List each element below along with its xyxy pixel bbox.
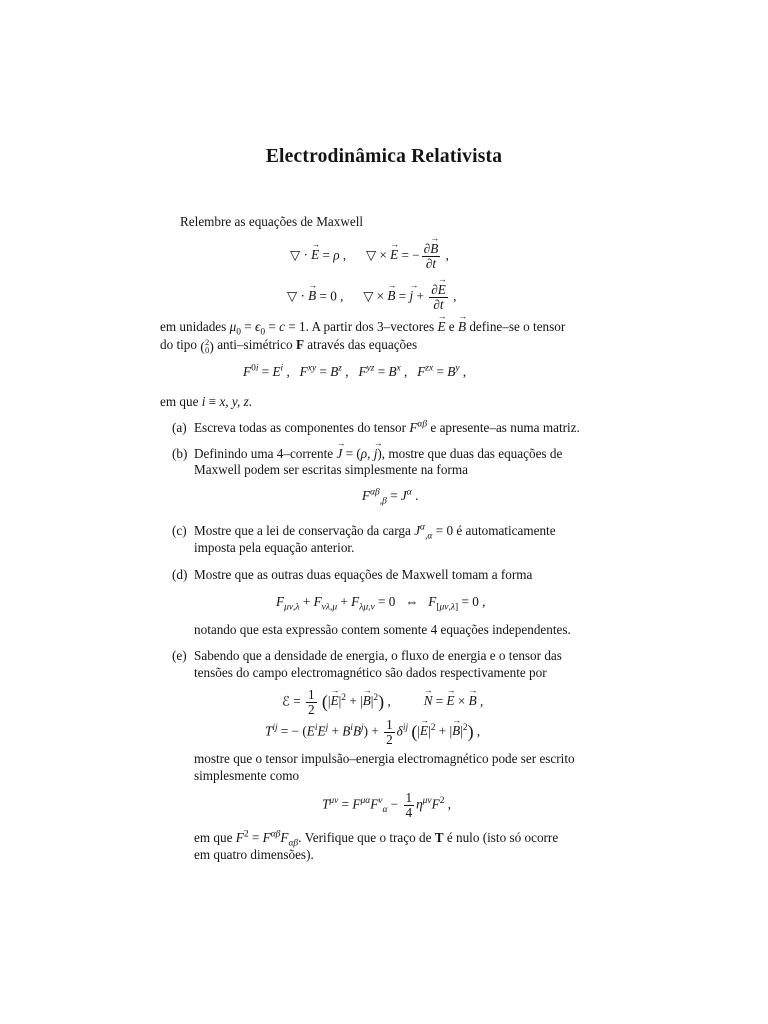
item-a-text: Escreva todas as componentes do tensor $F^{\alpha\beta}$ e apresente–as numa matriz. <box>194 419 580 435</box>
item-e-text-4: simplesmente como <box>194 768 300 783</box>
item-c-text-2: imposta pela equação anterior. <box>194 540 355 555</box>
item-b-text-2: Maxwell podem ser escritas simplesmente na forma <box>194 462 468 477</box>
item-e-label: (e) <box>172 648 187 663</box>
maxwell-equation-2: ▽ · → B = 0 , ▽ × → B = → j + $\frac{\partial\to E}{\partial t}$ , <box>287 283 456 312</box>
item-e-text-5: em que $F^2 = F^{\alpha\beta}F_{\alpha\beta}$. Verifique que o traço de T é nulo (isto só ocorre <box>194 829 559 849</box>
item-b-label: (b) <box>172 446 188 461</box>
tensor-definition-equation: $F^{0i} = E^i$ , $F^{xy} = B^z$ , $F^{yz} = B^x$ , $F^{zx} = B^y$ , <box>243 363 467 379</box>
intro-text: Relembre as equações de Maxwell <box>180 214 364 229</box>
document-title: Electrodinâmica Relativista <box>265 146 503 167</box>
item-e-text-6: em quatro dimensões). <box>194 847 314 862</box>
units-paragraph-line-2: do tipo (2 0) anti–simétrico F através das equações <box>160 336 418 355</box>
item-d-text-2: notando que esta expressão contem somente 4 equações independentes. <box>194 622 571 637</box>
item-a-label: (a) <box>172 420 187 435</box>
item-b-text-1: Definindo uma 4–corrente → J = (ρ, → j), mostre que duas das equações de <box>194 446 562 462</box>
stress-tensor-equation: $T^{ij}$ = − $(E^iE^j + B^iB^j)$ + $\frac{1}{2}$ $\delta^{ij}$ (|→ $E|^2$ + |→ $B|^2$) , <box>265 718 480 747</box>
item-e-text-2: tensões do campo electromagnético são dados respectivamente por <box>194 665 547 680</box>
item-c-text-1: Mostre que a lei de conservação da carga $J^\alpha_{,\alpha} = 0$ é automaticamente <box>194 522 556 542</box>
item-d-text-1: Mostre que as outras duas equações de Maxwell tomam a forma <box>194 567 533 582</box>
units-paragraph-line-1: em unidades $\mu_0 = \epsilon_0 = c = 1$. A partir dos 3–vectores → E e → B define–se o tensor <box>160 319 565 335</box>
item-c-label: (c) <box>172 523 187 538</box>
indices-text: em que i ≡ x, y, z. <box>160 394 253 409</box>
item-e-text-3: mostre que o tensor impulsão–energia electromagnético pode ser escrito <box>194 751 575 766</box>
energy-momentum-tensor-equation: $T^{\mu\nu} = F^{\mu\alpha}F^\nu_\alpha$ − $\frac{1}{4}$ $\eta^{\mu\nu}F^2$ , <box>322 790 452 820</box>
item-d-label: (d) <box>172 567 188 582</box>
maxwell-equation-1: ▽ · → E = ρ , ▽ × → E = − $\frac{\partial\to B}{\partial t}$ , <box>290 242 449 271</box>
item-e-text-1: Sabendo que a densidade de energia, o fluxo de energia e o tensor das <box>194 648 562 663</box>
item-b-equation: $F^{\alpha\beta}_{,\beta} = J^\alpha$ . <box>362 487 419 507</box>
item-d-equation: $F_{\mu\nu,\lambda} + F_{\nu\lambda,\mu} + F_{\lambda\mu,\nu} = 0$ ⇔ $F_{[\mu\nu,\lambda]} = 0$ , <box>276 594 486 613</box>
energy-density-equation: ℰ = $\frac{1}{2}$ (|→ $E|^2$ + |→ $B|^2$) , → N = → E × → B , <box>282 688 483 717</box>
